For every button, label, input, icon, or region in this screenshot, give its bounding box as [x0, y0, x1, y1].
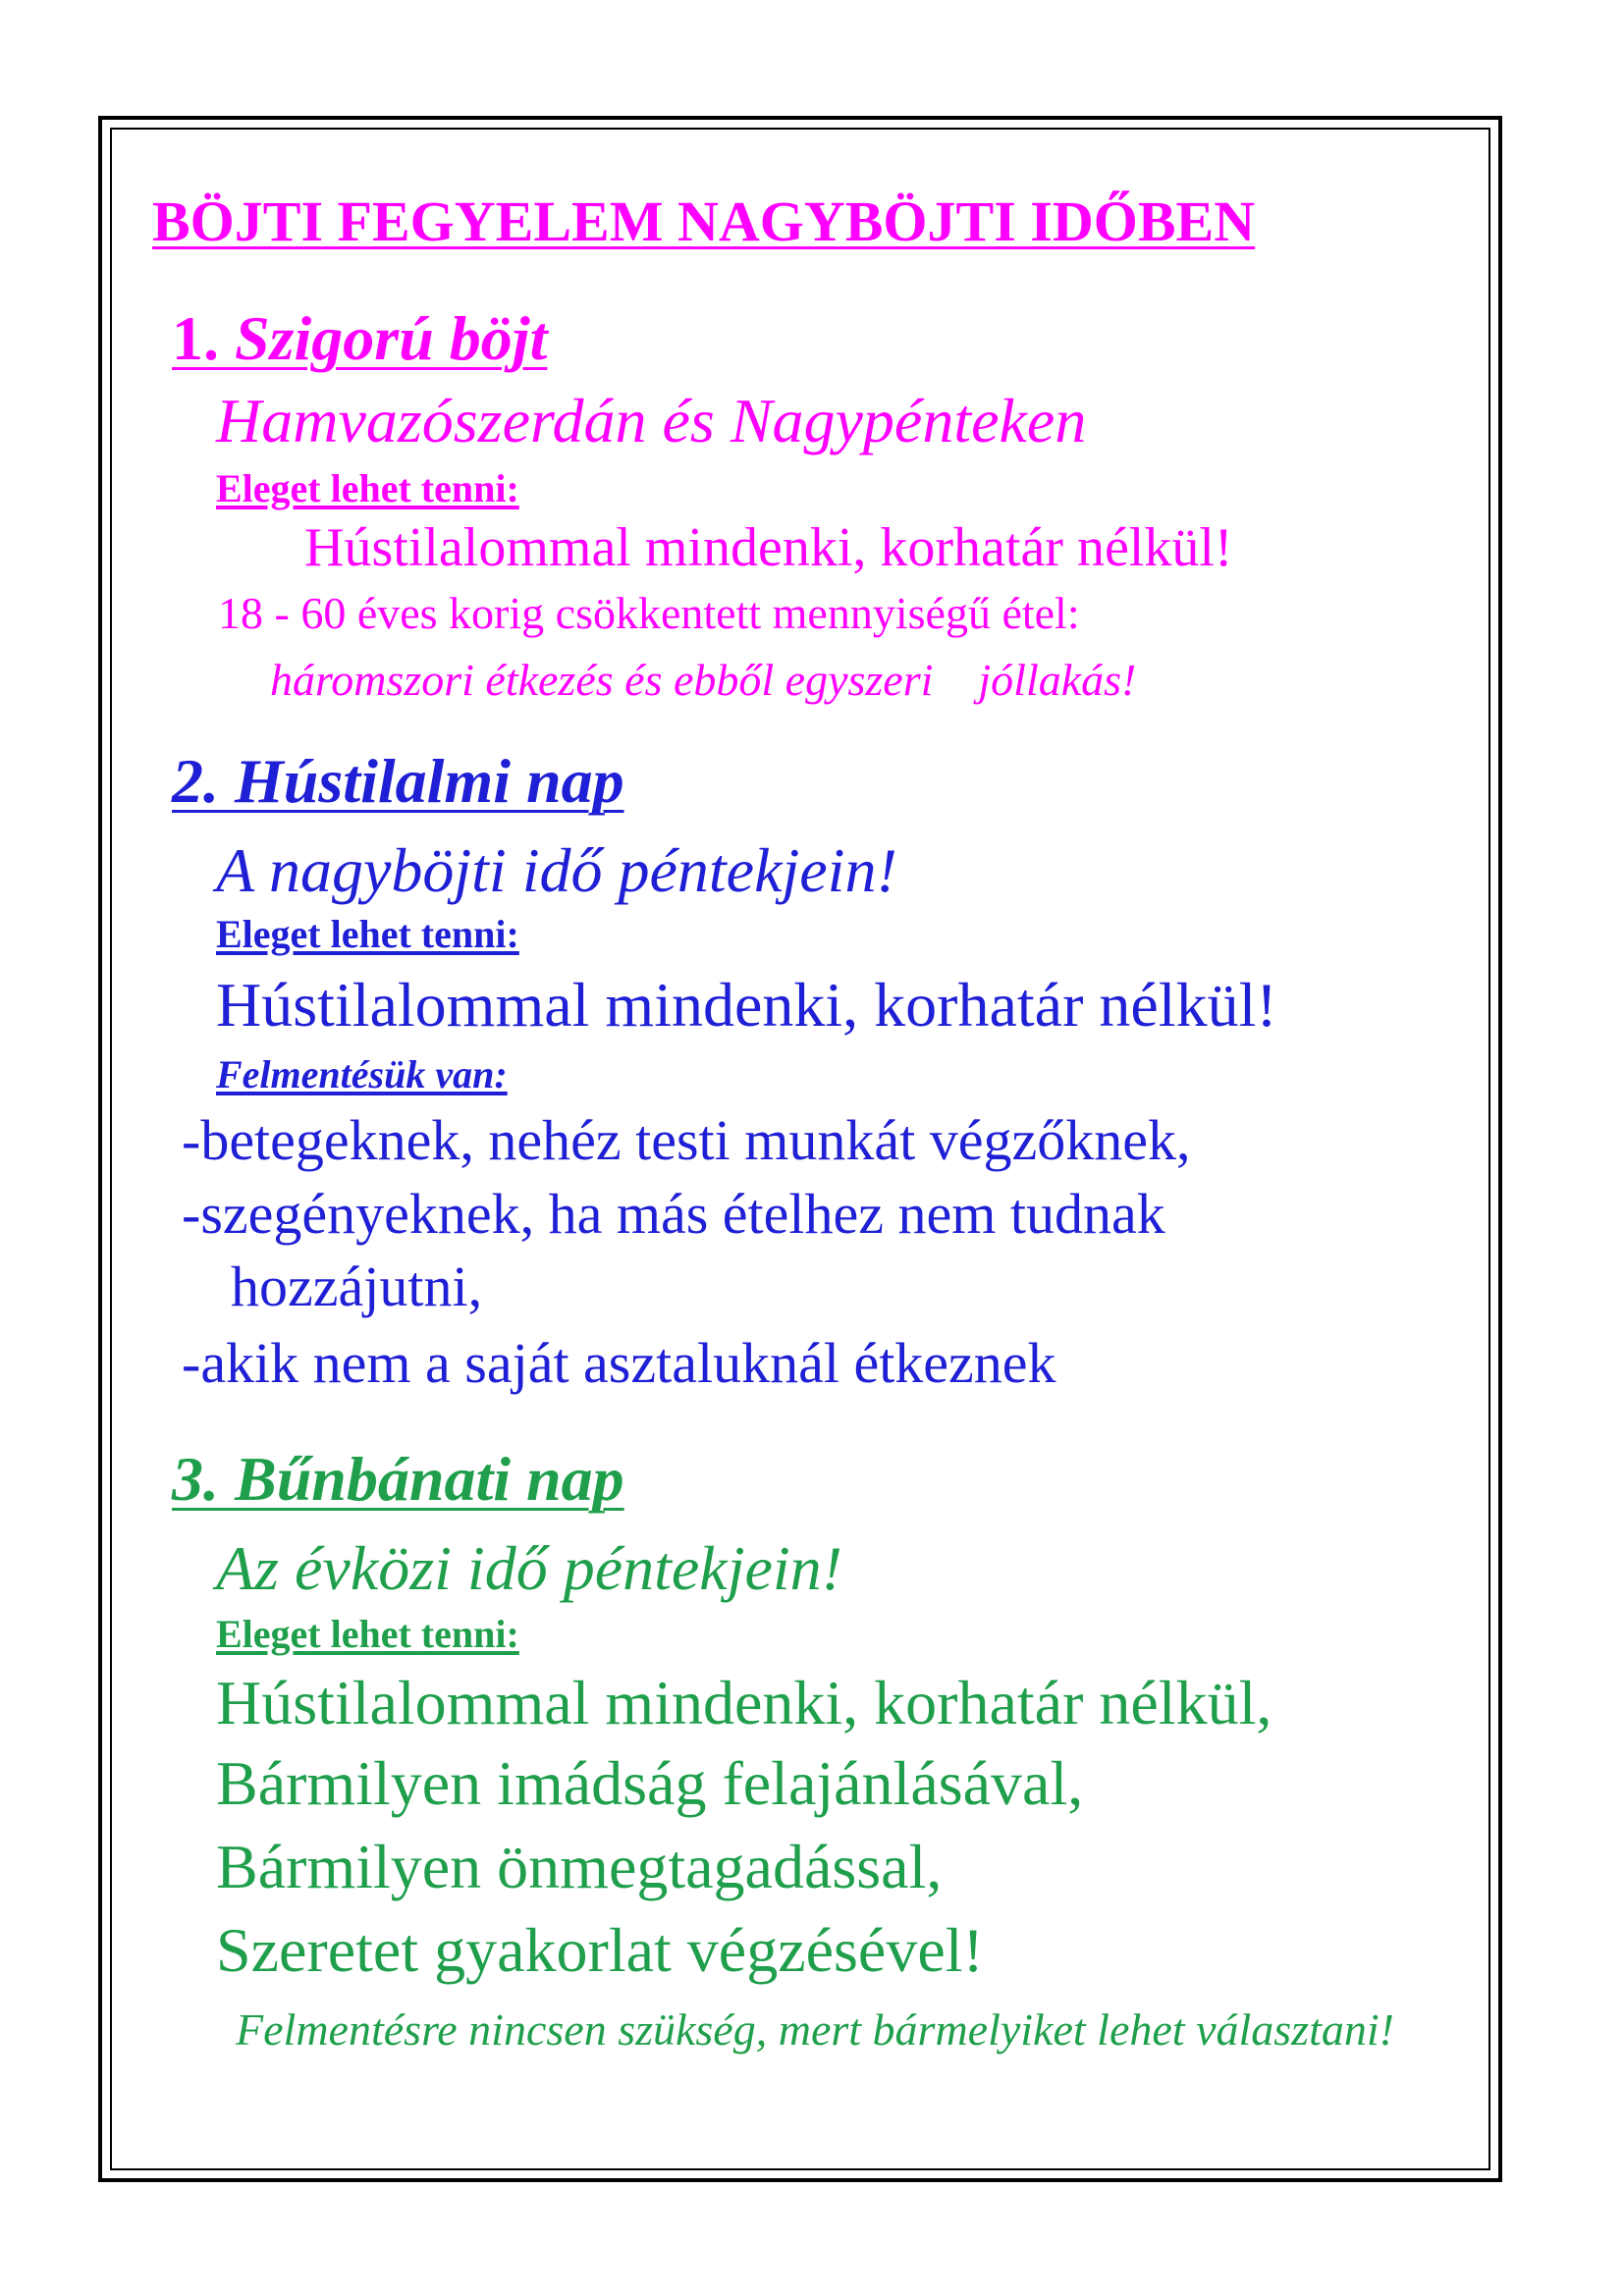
section1-heading	[172, 303, 548, 373]
section2-exemption-2-cont: hozzájutni,	[231, 1255, 483, 1318]
page-title: BÖJTI FEGYELEM NAGYBÖJTI IDŐBEN	[152, 189, 1256, 253]
section2-exemption-2: -szegényeknek, ha más ételhez nem tudnak	[182, 1182, 1165, 1246]
section3-option-2: Bármilyen imádság felajánlásával,	[216, 1748, 1084, 1818]
section1-line1: Hústilalommal mindenki, korhatár nélkül!	[304, 517, 1233, 578]
section3-days: Az évközi idő péntekjein!	[216, 1533, 842, 1603]
section3-option-4: Szeretet gyakorlat végzésével!	[216, 1915, 984, 1985]
section2-exemption-1: -betegeknek, nehéz testi munkát végzőknek,	[182, 1108, 1191, 1172]
section3-note: Felmentésre nincsen szükség, mert bármelyiket lehet választani!	[236, 2004, 1394, 2055]
section3-option-3: Bármilyen önmegtagadással,	[216, 1832, 943, 1901]
section2-days: A nagyböjti idő péntekjein!	[216, 835, 897, 905]
section2-line1: Hústilalommal mindenki, korhatár nélkül!	[216, 970, 1277, 1040]
section1-title: Szigorú böjt	[235, 303, 548, 373]
section3-option-1: Hústilalommal mindenki, korhatár nélkül,	[216, 1668, 1272, 1737]
section2-label: Eleget lehet tenni:	[216, 912, 519, 956]
section1-line3: háromszori étkezés és ebből egyszeri jóllakás!	[270, 655, 1137, 705]
section2-exemption-3: -akik nem a saját asztaluknál étkeznek	[182, 1331, 1056, 1395]
section1-number: 1.	[172, 303, 219, 373]
section3-heading: 3. Bűnbánati nap	[172, 1444, 624, 1514]
section1-days: Hamvazószerdán és Nagypénteken	[216, 386, 1087, 455]
section1-line2: 18 - 60 éves korig csökkentett mennyiségű étel:	[218, 588, 1080, 638]
section1-label: Eleget lehet tenni:	[216, 466, 519, 510]
section2-heading: 2. Hústilalmi nap	[172, 746, 624, 816]
section2-exemption-label: Felmentésük van:	[216, 1052, 508, 1096]
section3-label: Eleget lehet tenni:	[216, 1612, 519, 1656]
